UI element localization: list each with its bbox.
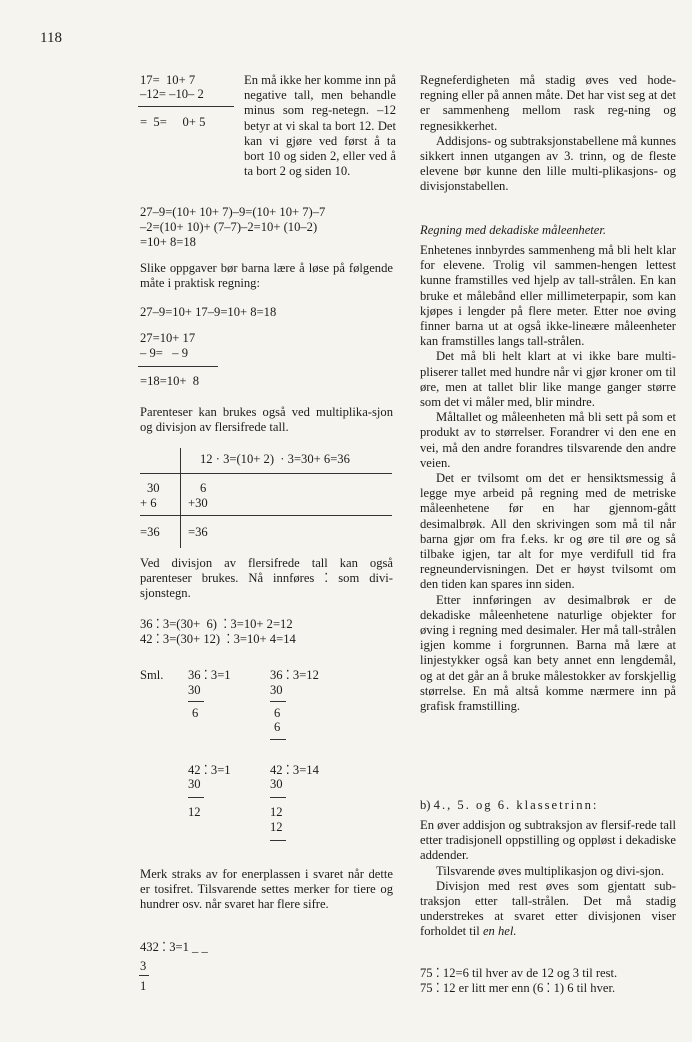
sml-a-rule <box>188 701 204 702</box>
eq-rule <box>138 106 234 107</box>
mult-r1a: 30 <box>147 481 160 495</box>
eq-line-3: = 5= 0+ 5 <box>140 115 206 129</box>
example-2: 75 ⁚ 12 er litt mer enn (6 ⁚ 1) 6 til hver. <box>420 981 616 995</box>
mult-hrule-bottom <box>140 515 392 516</box>
right-paragraph-3: Enhetenes innbyrdes sammenheng må bli helt klar for elevene. Trolig vil sammen-hengen lettest kunne framstilles ved hjelp av tall-strålen. En kan bruke et målebånd eller millimeterpapir, som kan kjøpes i lengder på flere meter. Etter noe øving finner barna ut at også ikke-lineære måleenheter kan framstilles langs tall-strålen. <box>420 243 676 349</box>
mult-hrule-top <box>140 473 392 474</box>
right-paragraph-8: En øver addisjon og subtraksjon av flersif-rede tall etter tradisjonell oppstilling og oppløst i dekadiske addender. <box>420 818 676 863</box>
sml-b2: 30 <box>270 683 283 697</box>
sml-c2: 30 <box>188 777 201 791</box>
mult-r3b: =36 <box>188 525 208 539</box>
sml-d3: 12 <box>270 805 283 819</box>
section-heading-2-text: 4., 5. og 6. klassetrinn: <box>433 798 599 812</box>
sub-line-3: =18=10+ 8 <box>140 374 200 388</box>
sml-c-rule <box>188 797 204 798</box>
final-div-line-2: 3 <box>140 959 147 973</box>
section-heading-2 <box>420 798 676 813</box>
div-line-2: 42 ⁚ 3=(30+ 12) ⁚ 3=10+ 4=14 <box>140 632 296 646</box>
sml-d-rule-2 <box>270 840 286 841</box>
paragraph-4: Merk straks av for enerplassen i svaret når dette er tosifret. Tilsvarende settes merker for tiere og hundrer osv. når svaret har flere sifre. <box>140 867 393 912</box>
right-paragraph-2: Addisjons- og subtraksjonstabellene må kunnes sikkert innen utgangen av 3. trinn, og de fleste elevene bør kunne den lille multi-plikasjons- og divisjonstabellen. <box>420 133 676 194</box>
right-paragraph-5: Måltallet og måleenheten må bli sett på som et produkt av to størrelser. Forandrer vi den ene en vei, må den andre forandres tilsvarende den andre veien. <box>420 410 676 470</box>
p10-emphasis: en hel. <box>482 924 517 939</box>
sub-line-1: 27=10+ 17 <box>140 331 196 345</box>
example-1: 75 ⁚ 12=6 til hver av de 12 og 3 til rest. <box>420 966 618 980</box>
sml-d1: 42 ⁚ 3=14 <box>270 763 319 777</box>
sml-d4: 12 <box>270 820 283 834</box>
section-heading: Regning med dekadiske måleenheter. <box>420 223 607 237</box>
sml-label: Sml. <box>140 668 164 682</box>
sml-b1: 36 ⁚ 3=12 <box>270 668 319 682</box>
sml-b-rule-2 <box>270 739 286 740</box>
chain-line-1: 27–9=(10+ 10+ 7)–9=(10+ 10+ 7)–7 <box>140 205 326 219</box>
final-div-line-1: 432 ⁚ 3=1 _ _ <box>140 940 208 954</box>
sml-b3: 6 <box>274 706 281 720</box>
p10-text: Divisjon med rest øves som gjentatt sub-traksjon etter tall-strålen. Det må stadig understrekes at svaret etter divisjonen viser forholdet til <box>420 878 676 939</box>
page-number: 118 <box>40 30 62 46</box>
mult-header: 12 · 3=(10+ 2) · 3=30+ 6=36 <box>200 452 350 466</box>
practical-line: 27–9=10+ 17–9=10+ 8=18 <box>140 305 277 319</box>
chain-line-2: –2=(10+ 10)+ (7–7)–2=10+ (10–2) <box>140 220 318 234</box>
sub-rule <box>138 366 218 367</box>
sml-c3: 12 <box>188 805 201 819</box>
sml-b4: 6 <box>274 720 281 734</box>
sml-b-rule-1 <box>270 701 286 702</box>
mult-r1b: 6 <box>200 481 207 495</box>
sml-a1: 36 ⁚ 3=1 <box>188 668 231 682</box>
sml-c1: 42 ⁚ 3=1 <box>188 763 231 777</box>
right-paragraph-6: Det er tvilsomt om det er hensiktsmessig å legge mye arbeid på regning med de metriske måleenhetene før en har gjennom-gått desimalbrøk. All den skrivingen som må til når barna gjør om fra f.eks. kr og øre til øre og så tilbake igjen, tar alt for mye verdifull tid fra regneundervisningen. Det er høyst tvilsomt om den tiden kan spares inn siden. <box>420 471 676 592</box>
sml-d2: 30 <box>270 777 283 791</box>
right-paragraph-10 <box>420 879 676 940</box>
sml-d-rule-1 <box>270 797 286 798</box>
mult-vrule <box>180 448 181 548</box>
paragraph-2: Parenteser kan brukes også ved multiplika-sjon og divisjon av flersifrede tall. <box>140 405 393 435</box>
section-heading-2-prefix: b) <box>420 798 431 812</box>
paragraph-3: Ved divisjon av flersifrede tall kan også parenteser brukes. Nå innføres ⁚ som divi-sjonstegn. <box>140 556 393 601</box>
sml-a2: 30 <box>188 683 201 697</box>
eq-line-1: 17= 10+ 7 <box>140 73 196 87</box>
side-note: En må ikke her komme inn på negative tall, men behandle minus som reg-netegn. –12 betyr at vi skal ta bort 12. Det kan vi gjøre ved først å ta bort 10 og siden 2, eller ved å ta bort 2 og siden 10. <box>244 73 396 179</box>
chain-line-3: =10+ 8=18 <box>140 235 196 249</box>
mult-r2b: +30 <box>188 496 208 510</box>
right-paragraph-7: Etter innføringen av desimalbrøk er de dekadiske måleenhetene naturlige objekter for øving i regning med desimaler. Her må tall-strålen igjen komme i forgrunnen. Barna må lære at linjestykker også kan bety annet enn lengdemål, og at det går an å bruke målestokker av forskjellig størrelse. En må altså komme nærmere inn på grafisk framstilling. <box>420 592 676 714</box>
right-paragraph-9: Tilsvarende øves multiplikasjon og divi-sjon. <box>436 863 664 878</box>
eq-line-2: –12= –10– 2 <box>140 87 204 101</box>
paragraph-1: Slike oppgaver bør barna lære å løse på følgende måte i praktisk regning: <box>140 261 393 291</box>
right-paragraph-1: Regneferdigheten må stadig øves ved hode-regning eller på annen måte. Det har vist seg at det er sammenheng mellom rask reg-ning og regnesikkerhet. <box>420 73 676 133</box>
final-div-rule <box>139 975 149 976</box>
sml-a3: 6 <box>192 706 199 720</box>
div-line-1: 36 ⁚ 3=(30+ 6) ⁚ 3=10+ 2=12 <box>140 617 293 631</box>
mult-r3a: =36 <box>140 525 160 539</box>
right-paragraph-4: Det må bli helt klart at vi ikke bare multi-pliserer tallet med hundre når vi gjør kroner om til øre, men at tallet blir like mange ganger større som det vi måler med, blir mindre. <box>420 349 676 410</box>
mult-r2a: + 6 <box>140 496 157 510</box>
sub-line-2: – 9= – 9 <box>140 346 189 360</box>
final-div-line-3: 1 <box>140 979 147 993</box>
